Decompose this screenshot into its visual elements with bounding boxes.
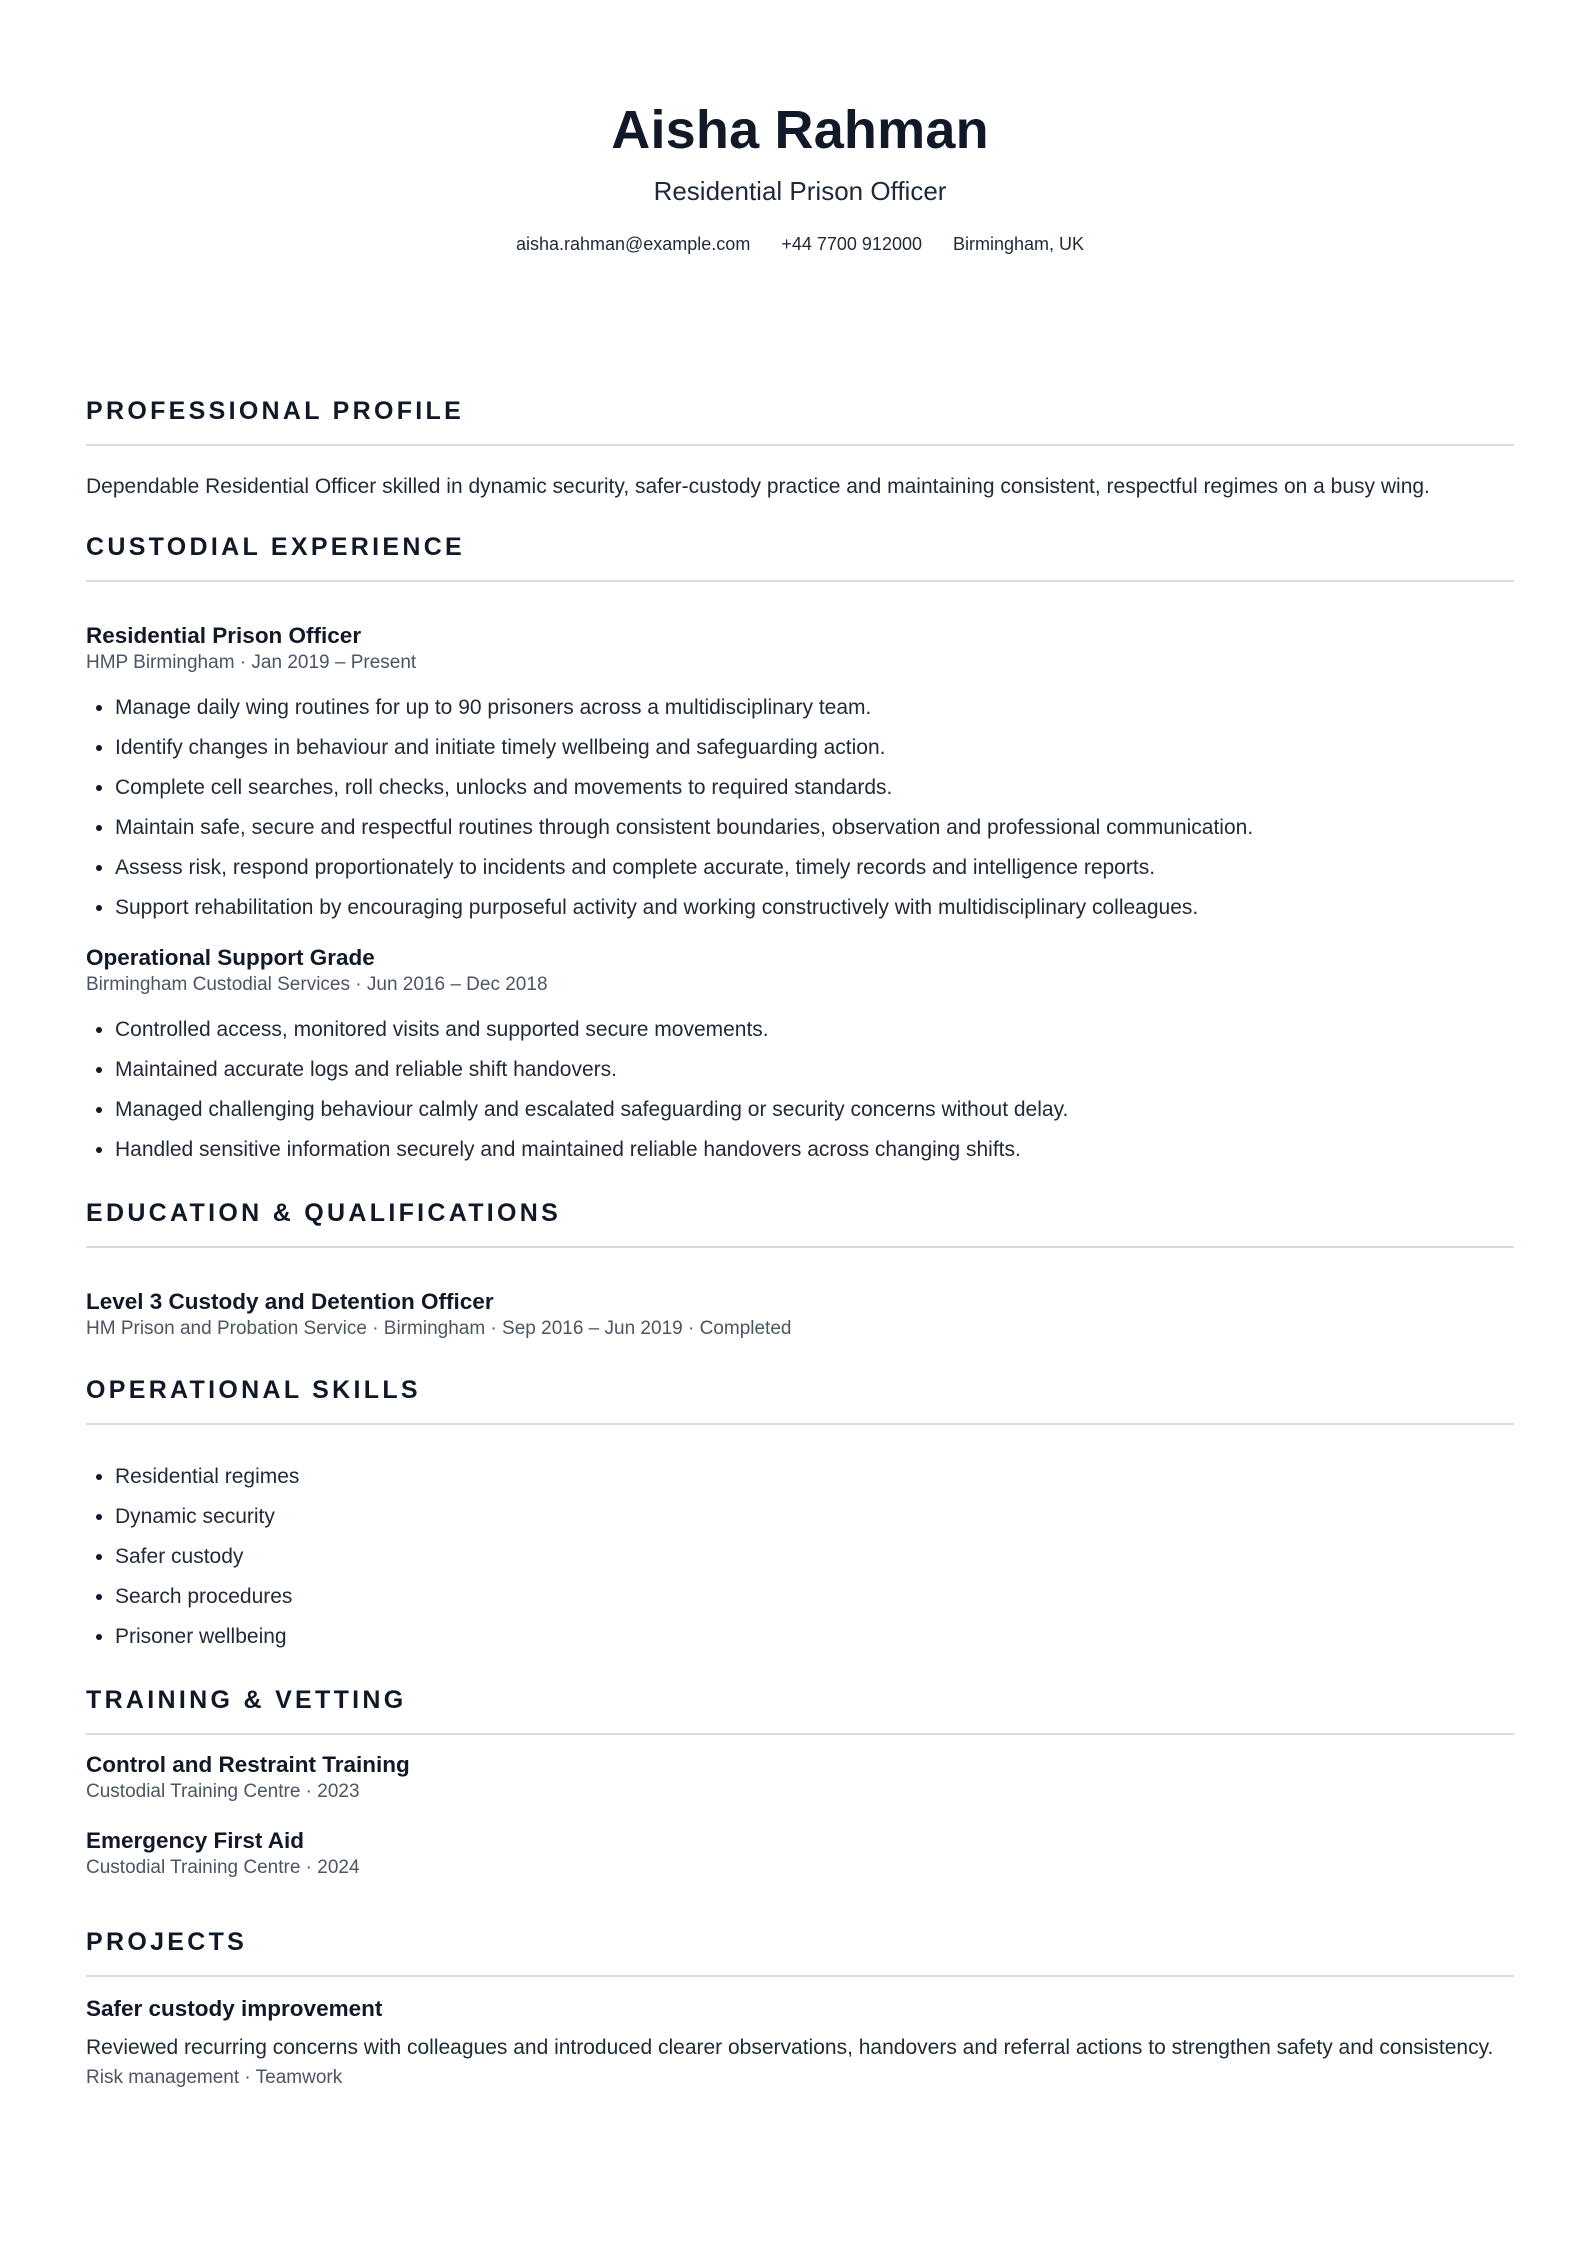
job-meta: Birmingham Custodial Services · Jun 2016 – Dec 2018 <box>86 974 548 995</box>
training-meta: Custodial Training Centre · 2024 <box>86 1857 360 1878</box>
qualification-meta: HM Prison and Probation Service · Birmingham · Sep 2016 – Jun 2019 · Completed <box>86 1318 792 1339</box>
job-entry <box>86 622 1514 928</box>
resume-page <box>86 0 1514 2091</box>
section-heading: PROFESSIONAL PROFILE <box>86 397 465 425</box>
skills-list <box>86 1457 1514 1657</box>
project-description: Reviewed recurring concerns with colleagues and introduced clearer observations, handovers and referral actions to strengthen safety and consistency. <box>86 2036 1494 2059</box>
list-item: • Complete cell searches, roll checks, unlocks and movements to required standards. <box>115 768 1514 808</box>
job-entry <box>86 944 1514 1170</box>
job-bullets <box>86 1010 1514 1170</box>
training-title: Control and Restraint Training <box>86 1752 410 1777</box>
list-item: • Maintained accurate logs and reliable shift handovers. <box>115 1050 1514 1090</box>
project-tags: Risk management · Teamwork <box>86 2067 343 2088</box>
section-heading: EDUCATION & QUALIFICATIONS <box>86 1199 562 1227</box>
section-divider <box>86 1733 1514 1735</box>
list-item: • Prisoner wellbeing <box>115 1617 1514 1657</box>
candidate-name: Aisha Rahman <box>611 100 989 160</box>
list-item: • Handled sensitive information securely and maintained reliable handovers across changing shifts. <box>115 1130 1514 1170</box>
contact-phone: +44 7700 912000 <box>781 234 922 254</box>
section-divider <box>86 1975 1514 1977</box>
job-title: Residential Prison Officer <box>86 623 362 648</box>
list-item: • Manage daily wing routines for up to 90 prisoners across a multidisciplinary team. <box>115 688 1514 728</box>
job-bullets <box>86 688 1514 928</box>
list-item: • Search procedures <box>115 1577 1514 1617</box>
job-title: Operational Support Grade <box>86 945 375 970</box>
section-heading: OPERATIONAL SKILLS <box>86 1376 421 1404</box>
list-item: • Support rehabilitation by encouraging purposeful activity and working constructively with multidisciplinary colleagues. <box>115 888 1514 928</box>
contact-email: aisha.rahman@example.com <box>515 234 751 254</box>
contact-line <box>86 232 1514 256</box>
qualification-title: Level 3 Custody and Detention Officer <box>86 1289 494 1314</box>
contact-location: Birmingham, UK <box>953 234 1085 254</box>
list-item: • Safer custody <box>115 1537 1514 1577</box>
section-divider <box>86 1423 1514 1425</box>
training-entry <box>86 1751 1514 1805</box>
section-divider <box>86 1246 1514 1248</box>
project-title: Safer custody improvement <box>86 1996 383 2021</box>
section-experience <box>86 532 1514 1170</box>
list-item: • Maintain safe, secure and respectful routines through consistent boundaries, observation and professional communication. <box>115 808 1514 848</box>
list-item: • Controlled access, monitored visits and supported secure movements. <box>115 1010 1514 1050</box>
list-item: • Assess risk, respond proportionately to incidents and complete accurate, timely records and intelligence reports. <box>115 848 1514 888</box>
training-title: Emergency First Aid <box>86 1828 304 1853</box>
training-entry <box>86 1827 1514 1881</box>
training-meta: Custodial Training Centre · 2023 <box>86 1781 360 1802</box>
profile-summary: Dependable Residential Officer skilled in dynamic security, safer-custody practice and maintaining consistent, respectful regimes on a busy wing. <box>86 475 1430 498</box>
list-item: • Managed challenging behaviour calmly and escalated safeguarding or security concerns without delay. <box>115 1090 1514 1130</box>
section-education <box>86 1198 1514 1342</box>
section-skills <box>86 1375 1514 1657</box>
section-heading: CUSTODIAL EXPERIENCE <box>86 533 466 561</box>
section-heading: TRAINING & VETTING <box>86 1686 407 1714</box>
section-heading: PROJECTS <box>86 1928 248 1956</box>
project-entry <box>86 1995 1514 2091</box>
candidate-title: Residential Prison Officer <box>653 176 947 206</box>
education-entry <box>86 1288 1514 1342</box>
job-meta: HMP Birmingham · Jan 2019 – Present <box>86 652 417 673</box>
list-item: • Identify changes in behaviour and initiate timely wellbeing and safeguarding action. <box>115 728 1514 768</box>
resume-header <box>86 0 1514 256</box>
list-item: • Dynamic security <box>115 1497 1514 1537</box>
section-training <box>86 1685 1514 1881</box>
section-divider <box>86 444 1514 446</box>
section-divider <box>86 580 1514 582</box>
list-item: • Residential regimes <box>115 1457 1514 1497</box>
section-profile <box>86 396 1514 502</box>
section-projects <box>86 1927 1514 2091</box>
